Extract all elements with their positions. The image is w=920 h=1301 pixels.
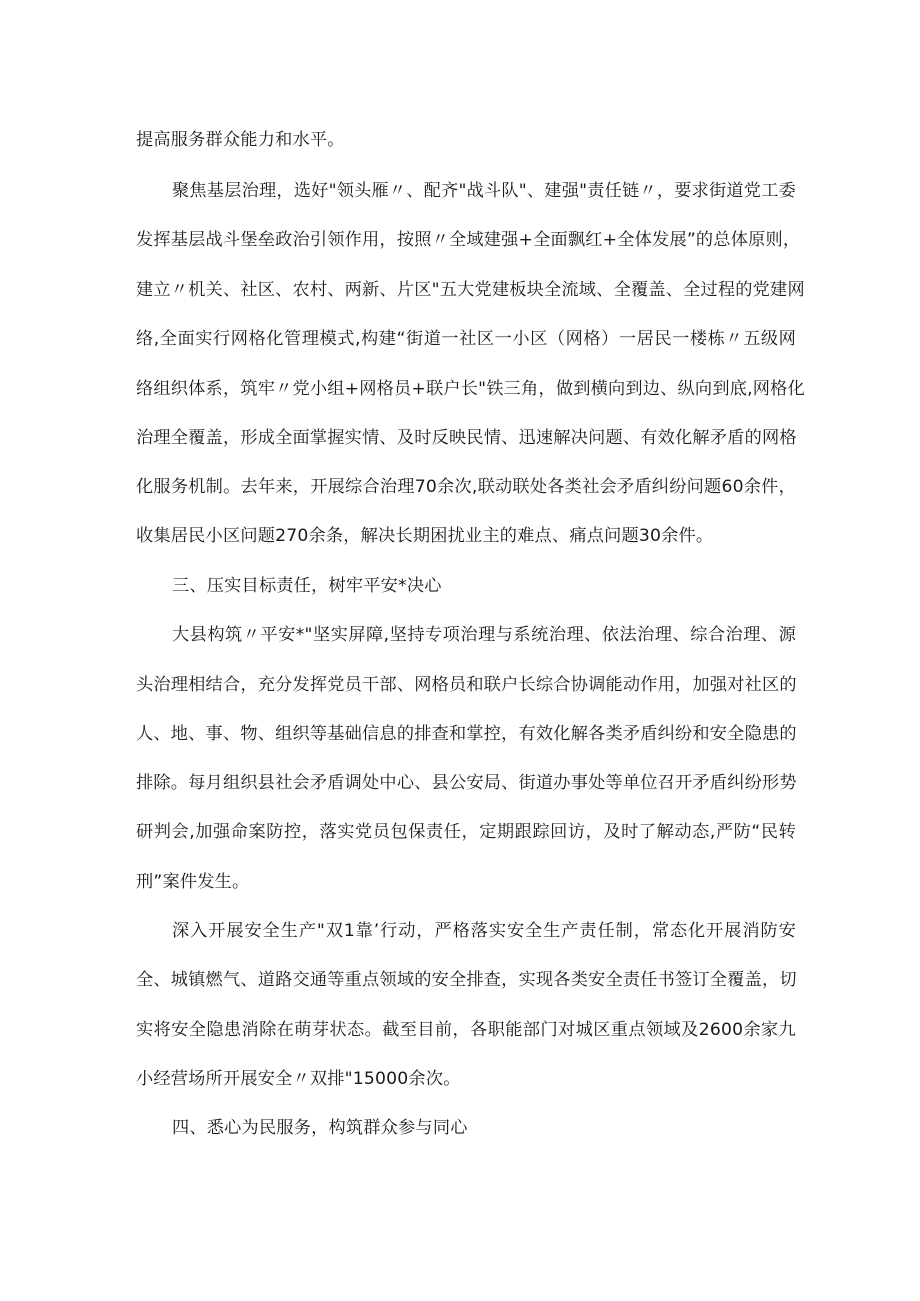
paragraph-3-line-5: 研判会,加强命案防控，落实党员包保责任，定期跟踪回访，及时了解动态,严防“民转 <box>136 822 796 842</box>
paragraph-2-line-6: 治理全覆盖，形成全面掌握实情、及时反映民情、迅速解决问题、有效化解矛盾的网格 <box>136 428 797 448</box>
section-heading-3: 三、压实目标责任，树牢平安*决心 <box>172 576 442 596</box>
paragraph-4-line-4: 小经营场所开展安全〃双排"15000余次。 <box>136 1069 461 1089</box>
paragraph-3-line-3: 人、地、事、物、组织等基础信息的排查和掌控，有效化解各类矛盾纠纷和安全隐患的 <box>136 724 797 744</box>
paragraph-3-line-4: 排除。每月组织县社会矛盾调处中心、县公安局、街道办事处等单位召开矛盾纠纷形势 <box>136 773 797 793</box>
paragraph-3-line-1: 大县构筑〃平安*"坚实屏障,坚持专项治理与系统治理、依法治理、综合治理、源 <box>172 625 796 645</box>
paragraph-3-line-2: 头治理相结合，充分发挥党员干部、网格员和联户长综合协调能动作用，加强对社区的 <box>136 675 797 695</box>
section-heading-4: 四、悉心为民服务，构筑群众参与同心 <box>172 1118 468 1138</box>
paragraph-2-line-4: 络,全面实行网格化管理模式,构建“街道一社区一小区（网格）一居民一楼栋〃五级网 <box>136 329 796 349</box>
paragraph-2-line-3: 建立〃机关、社区、农村、两新、片区"五大党建板块全流域、全覆盖、全过程的党建网 <box>136 280 805 300</box>
paragraph-3-line-6: 刑”案件发生。 <box>136 872 250 892</box>
paragraph-4-line-1: 深入开展安全生产"双1靠’行动，严格落实安全生产责任制，常态化开展消防安 <box>172 921 796 941</box>
paragraph-2-line-2: 发挥基层战斗堡垒政治引领作用，按照〃全域建强+全面飘红+全体发展”的总体原则， <box>136 230 801 250</box>
paragraph-4-line-2: 全、城镇燃气、道路交通等重点领域的安全排查，实现各类安全责任书签订全覆盖，切 <box>136 970 797 990</box>
paragraph-1-line-1: 提高服务群众能力和水平。 <box>136 130 345 150</box>
paragraph-2-line-7: 化服务机制。去年来，开展综合治理70余次,联动联处各类社会矛盾纠纷问题60余件， <box>136 477 796 497</box>
paragraph-4-line-3: 实将安全隐患消除在萌芽状态。截至目前，各职能部门对城区重点领域及2600余家九 <box>136 1020 796 1040</box>
paragraph-2-line-5: 络组织体系，筑牢〃党小组+网格员+联户长"铁三角，做到横向到边、纵向到底,网格化 <box>136 379 805 399</box>
paragraph-2-line-8: 收集居民小区问题270余条，解决长期困扰业主的难点、痛点问题30余件。 <box>136 526 714 546</box>
paragraph-2-line-1: 聚焦基层治理，选好"领头雁〃、配齐"战斗队"、建强"责任链〃，要求街道党工委 <box>172 181 796 201</box>
